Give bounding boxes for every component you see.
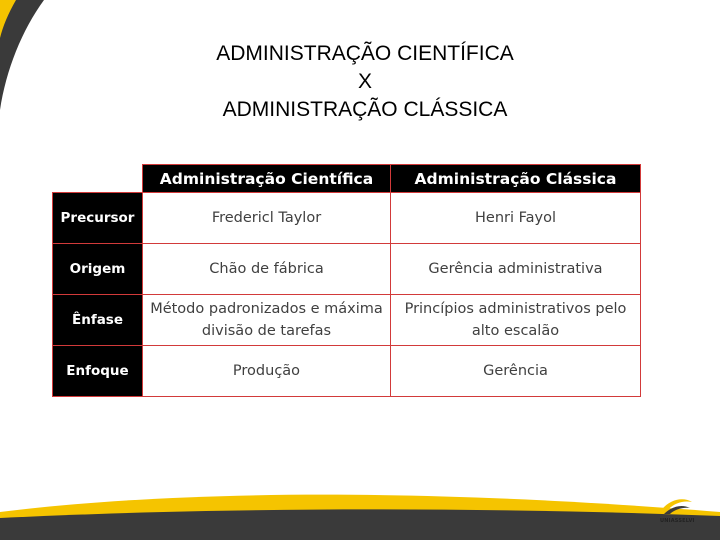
row-header-enfoque: Enfoque	[53, 346, 143, 397]
cell-cientifica-origem: Chão de fábrica	[143, 244, 391, 295]
table-row	[53, 295, 641, 346]
table-header-row	[53, 165, 641, 193]
cell-cientifica-enfase: Método padronizados e máxima divisão de tarefas	[143, 295, 391, 346]
uniasselvi-logo-icon	[658, 492, 694, 516]
comparison-table	[52, 164, 641, 397]
cell-cientifica-precursor: Fredericl Taylor	[143, 193, 391, 244]
table-row	[53, 193, 641, 244]
column-header-classica: Administração Clássica	[391, 165, 641, 193]
cell-classica-origem: Gerência administrativa	[391, 244, 641, 295]
comparison-table-container	[52, 164, 641, 397]
cell-cientifica-enfoque: Produção	[143, 346, 391, 397]
bottom-gray-band	[0, 509, 720, 540]
uniasselvi-logo-text: UNIASSELVI	[660, 518, 695, 524]
title-line-2: X	[357, 70, 372, 93]
title-line-1: ADMINISTRAÇÃO CIENTÍFICA	[216, 42, 514, 65]
slide-title	[140, 40, 590, 124]
row-header-precursor: Precursor	[53, 193, 143, 244]
table-corner-cell	[53, 165, 143, 193]
title-line-3: ADMINISTRAÇÃO CLÁSSICA	[222, 98, 508, 121]
table-row	[53, 244, 641, 295]
row-header-origem: Origem	[53, 244, 143, 295]
cell-classica-enfoque: Gerência	[391, 346, 641, 397]
table-row	[53, 346, 641, 397]
cell-classica-precursor: Henri Fayol	[391, 193, 641, 244]
row-header-enfase: Ênfase	[53, 295, 143, 346]
cell-classica-enfase: Princípios administrativos pelo alto escalão	[391, 295, 641, 346]
column-header-cientifica: Administração Científica	[143, 165, 391, 193]
